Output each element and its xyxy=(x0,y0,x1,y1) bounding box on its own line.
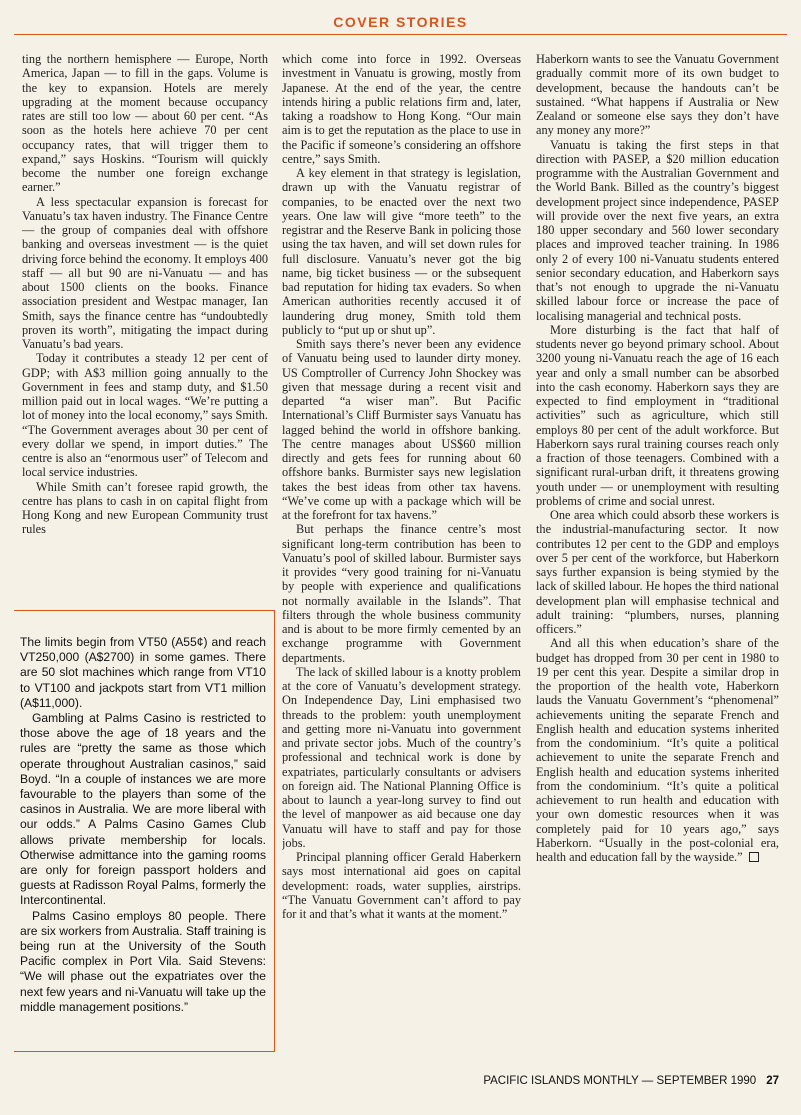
page-number: 27 xyxy=(766,1075,779,1087)
article-column-1 xyxy=(22,52,268,600)
sidebar-paragraph: The limits begin from VT50 (A55¢) and reach VT250,000 (A$2700) in some games. There are 50 slot machines which range from VT10 to VT100 and jackpots start from VT1 million (A$11,000). xyxy=(20,635,266,710)
section-header: COVER STORIES xyxy=(333,14,468,30)
paragraph: While Smith can’t foresee rapid growth, the centre has plans to cash in on capital flight from Hong Kong and new European Community trust rules xyxy=(22,479,268,537)
paragraph: Smith says there’s never been any evidence of Vanuatu being used to launder dirty money. US Comptroller of Currency John Shockey was given that message during a recent visit and departed “a wiser man”. But Pacific International’s Cliff Burmister says Vanuatu has lagged behind the world in offshore banking. The centre manages about US$60 million directly and gets fees for running about 60 offshore banks. Burmister says new legislation takes the best ideas from other tax havens. “We’ve come up with a package which will be at the forefront for tax havens.” xyxy=(282,337,521,522)
publication-line: PACIFIC ISLANDS MONTHLY — SEPTEMBER 1990 xyxy=(483,1075,757,1087)
end-of-article-square-icon xyxy=(749,852,759,862)
paragraph: But perhaps the finance centre’s most significant long-term contribution has been to Vanuatu’s pool of skilled labour. Burmister says it provides “very good training for ni-Vanuatu by people with experience and qualifications not normally available in the Islands”. That filters through the whole business community and is about to be more firmly cemented by an exchange programme with Government departments. xyxy=(282,522,521,665)
paragraph: A key element in that strategy is legislation, drawn up with the Vanuatu registrar of companies, to be enacted over the next two years. One law will give “more teeth” to the registrar and the Reserve Bank in policing those using the tax haven, and will set down rules for full disclosure. Vanuatu’s never got the big name, big ticket business — or the subsequent bad reputation for hiding tax evaders. So when American authorities recently accused it of laundering drug money, Smith told them publicly to “put up or shut up”. xyxy=(282,166,521,337)
paragraph: Today it contributes a steady 12 per cent of GDP; with A$3 million going annually to the Government in fees and stamp duty, and $1.50 million paid out in local wages. “We’re putting a lot of money into the local economy,” says Smith. “The Government averages about 30 per cent of every dollar we spend, in import duties.” The centre is also an “enormous user” of Telecom and local service industries. xyxy=(22,351,268,480)
paragraph: which come into force in 1992. Overseas investment in Vanuatu is growing, mostly from Japanese. At the end of the year, the centre intends hiring a public relations firm and, later, taking a roadshow to Hong Kong. “Our main aim is to get the reputation as the place to use in the Pacific if someone’s considering an offshore centre,” says Smith. xyxy=(282,52,521,166)
casino-sidebar-box xyxy=(14,610,275,1052)
paragraph: Vanuatu is taking the first steps in that direction with PASEP, a $20 million education programme with the Australian Government and the World Bank. Billed as the country’s biggest development project since independence, PASEP will provide over the next five years, an extra 180 upper secondary and 560 lower secondary places and improved teacher training. In 1986 only 2 of every 100 ni-Vanuatu students entered senior secondary education, and Haberkorn says that’s not enough to upgrade the ni-Vanuatu skilled labour force or increase the pace of localising managerial and technical posts. xyxy=(536,137,779,323)
paragraph: The lack of skilled labour is a knotty problem at the core of Vanuatu’s development strategy. On Independence Day, Lini emphasised two threads to the problem: youth unemployment and getting more ni-Vanuatu into government and private sector jobs. Much of the country’s professional and technical work is done by expatriates, particularly consultants or advisers on foreign aid. The National Planning Office is about to launch a year-long survey to find out the level of manpower as aid because one day Vanuatu will have to staff and pay for those jobs. xyxy=(282,664,521,850)
page-footer xyxy=(483,1075,779,1087)
article-column-3 xyxy=(536,52,779,1064)
paragraph: More disturbing is the fact that half of students never go beyond primary school. About 3200 young ni-Vanuatu reach the age of 16 each year and only a small number can be absorbed into the cash economy. Haberkorn says they are expected to find employment in “traditional activities” such as agriculture, which still employs 80 per cent of the adult workforce. But Haberkorn says rural training courses reach only a fraction of those teenagers. Combined with a significant rural-urban drift, it threatens growing youth under — or unemployment with resulting problems of crime and social unrest. xyxy=(536,322,779,508)
sidebar-paragraph: Palms Casino employs 80 people. There are six workers from Australia. Staff training is being run at the University of the South Pacific complex in Port Vila. Said Stevens: “We will phase out the expatriates over the next few years and ni-Vanuatu will take up the middle management positions.” xyxy=(20,908,266,1014)
paragraph-text: And all this when education’s share of the budget has dropped from 30 per cent in 1980 to 19 per cent this year. Despite a similar drop in the proportion of the health vote, Haberkorn lauds the Vanuatu Government’s “phenomenal” achievements uniting the separate French and English health and education systems inherited from the condominium. “It’s quite a political achievement to unite the separate French and English health and education systems inherited from the condominium. “It’s quite a political achievement to run health and education with your own domestic resources when it was completely paid for 10 years ago,” says Haberkorn. “Usually in the post-colonial era, health and education fall by the wayside.” xyxy=(536,636,779,864)
paragraph: A less spectacular expansion is forecast for Vanuatu’s tax haven industry. The Finance Centre — the group of companies deal with offshore banking and overseas investment — is the quiet driving force behind the economy. It employs 400 staff — all but 90 are ni-Vanuatu — and has about 1500 clients on the books. Finance association president and Westpac manager, Ian Smith, says the finance centre has “undoubtedly proven its worth”, mitigating the impact during Vanuatu’s bad years. xyxy=(22,194,268,351)
article-column-2 xyxy=(282,52,521,1064)
paragraph: Haberkorn wants to see the Vanuatu Government gradually commit more of its own budget to development, because the handouts can’t be sustained. “What happens if Australia or New Zealand or someone else says they don’t have any money any more?” xyxy=(536,52,779,138)
sidebar-paragraph: Gambling at Palms Casino is restricted to those above the age of 18 years and the rules are “pretty the same as those which operate throughout Australian casinos,” said Boyd. “In a couple of instances we are more favourable to the players than some of the casinos in Australia. We are more liberal with our odds.” A Palms Casino Games Club allows private membership for locals. Otherwise admittance into the gaming rooms are only for foreign passport holders and guests at Radisson Royal Palms, formerly the Intercontinental. xyxy=(20,711,266,908)
header-rule xyxy=(14,34,787,35)
paragraph: ting the northern hemisphere — Europe, North America, Japan — to fill in the gaps. Volume is the key to expansion. Hotels are merely upgrading at the moment because occupancy rates are still too low — about 60 per cent. “As soon as the hotels here achieve 70 per cent occupancy rates, that will trigger them to expand,” says Hoskins. “Tourism will quickly become the number one foreign exchange earner.” xyxy=(22,52,268,195)
paragraph: Principal planning officer Gerald Haberkern says most international aid goes on capital development: roads, water supplies, airstrips. “The Vanuatu Government can’t afford to pay for it and that’s what it wants at the moment.” xyxy=(282,850,521,921)
paragraph: One area which could absorb these workers is the industrial-manufacturing sector. It now contributes 12 per cent to the GDP and employs over 5 per cent of the workforce, but Haberkorn says further expansion is being stymied by the lack of skilled labour. He hopes the third national development plan will emphasise technical and adult training: “plumbers, nurses, planning officers.” xyxy=(536,508,779,636)
paragraph xyxy=(536,636,779,864)
